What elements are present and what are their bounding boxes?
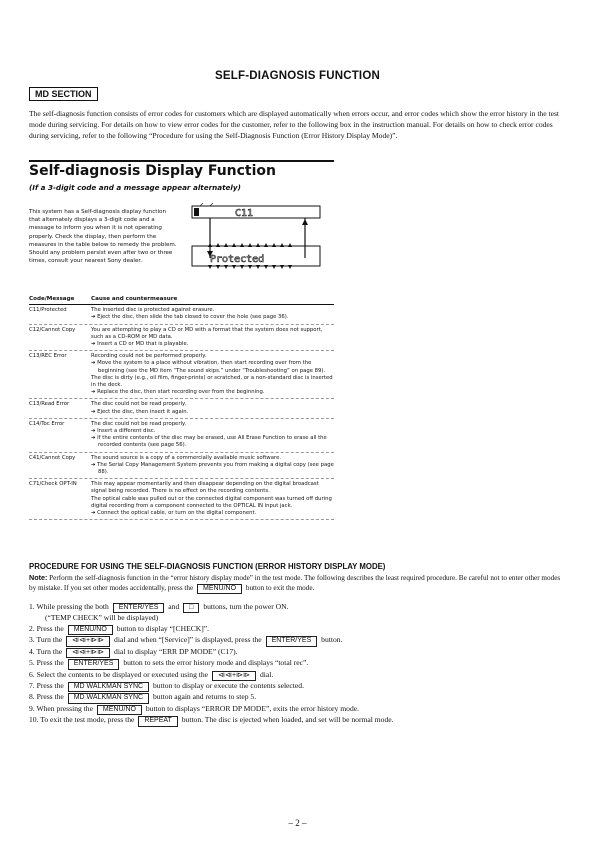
step-5: 5. Press the ENTER/YES button to sets the error history mode and displays “total rec”. [29, 658, 565, 669]
row-cause [91, 481, 334, 517]
stop-key: □ [183, 603, 199, 613]
table-row [29, 453, 334, 480]
step-9: 9. When pressing the MENU/NO button to displays “ERROR DP MODE”, exits the error history mode. [29, 704, 565, 715]
cause-line: The inserted disc is protected against erasure. [91, 307, 215, 314]
table-row [29, 479, 334, 520]
menu-no-key: MENU/NO [197, 584, 242, 594]
step-1: 1. While pressing the both ENTER/YES and □ buttons, turn the power ON. [29, 602, 565, 613]
row-cause [91, 307, 334, 321]
countermeasure-line: ➔ Move the system to a place without vibration, then start recording over from the beginning (see the MD item “The sound skips.” under “Troubleshooting” on page 89). [91, 360, 334, 374]
procedure-steps [29, 602, 565, 727]
row-code: C12/Cannot Copy [29, 326, 76, 333]
row-cause [91, 421, 334, 450]
countermeasure-line: ➔ Eject the disc, then insert it again. [91, 409, 334, 416]
cause-line: The disc is dirty (e.g., oil film, finger-prints) or scratched, or a non-standard disc is inserted in the deck. [91, 374, 333, 389]
header-code: Code/Message [29, 296, 75, 302]
countermeasure-line: ➔ Insert a different disc. [91, 428, 334, 435]
table-row [29, 399, 334, 418]
row-code: C71/Check OPT-IN [29, 481, 77, 488]
box-subheading: (If a 3-digit code and a message appear alternately) [29, 183, 241, 192]
countermeasure-line: ➔ Insert a CD or MD that is playable. [91, 341, 334, 348]
jog-dial-key: ⧏⧏+⧐⧐ [212, 671, 256, 681]
page-title: SELF-DIAGNOSIS FUNCTION [215, 70, 380, 82]
error-code-table [29, 296, 334, 520]
lcd-display-illustration [190, 203, 330, 283]
row-cause [91, 353, 334, 396]
menu-no-key: MENU/NO [68, 625, 113, 635]
step-6: 6. Select the contents to be displayed or executed using the ⧏⧏+⧐⧐ dial. [29, 670, 565, 681]
procedure-heading: PROCEDURE FOR USING THE SELF-DIAGNOSIS FUNCTION (ERROR HISTORY DISPLAY MODE) [29, 562, 386, 571]
cause-line: The optical cable was pulled out or the connected digital component was turned off during digital recording from a component connected to the OPTICAL IN input jack. [91, 495, 332, 509]
row-code: C14/Toc Error [29, 420, 65, 427]
table-row [29, 325, 334, 352]
note-text-b: button to exit the mode. [245, 584, 315, 592]
cause-line: This may appear momentarily and then disappear depending on the digital broadcast signal being recorded. There is no effect on the recording contents. [91, 481, 319, 495]
box-description: This system has a Self-diagnosis display function that alternately displays a 3-digit code and a message to inform you when it is not operating properly. Check the display, then perform the measures in the table below to remedy the problem. Should any problem persist even after two or three times, consult your nearest Sony dealer. [29, 209, 177, 265]
countermeasure-line: ➔ If the entire contents of the disc may be erased, use All Erase Function to erase all the recorded contents (see page 56). [91, 435, 334, 449]
lcd-message: Protected [210, 254, 265, 265]
step-7: 7. Press the MD WALKMAN SYNC button to display or execute the contents selected. [29, 681, 565, 692]
enter-yes-key: ENTER/YES [68, 659, 120, 669]
step-10: 10. To exit the test mode, press the REPEAT button. The disc is ejected when loaded, and set will be normal mode. [29, 715, 565, 726]
repeat-key: REPEAT [138, 716, 178, 726]
jog-dial-key: ⧏⧏+⧐⧐ [66, 636, 110, 646]
countermeasure-line: ➔ Connect the optical cable, or turn on the digital component. [91, 510, 334, 517]
intro-paragraph: The self-diagnosis function consists of error codes for customers which are displayed automatically when errors occur, and error codes which show the error history in the test mode during servicing. For details on how to view error codes for the customer, refer to the following box in the instruction manual. For details on how to check error codes during servicing, refer to the following “Procedure for using the Self-Diagnosis Function (Error History Display Mode)”. [29, 109, 560, 140]
procedure-note [29, 573, 565, 594]
step-1-note: (“TEMP CHECK” will be displayed) [45, 613, 159, 623]
lcd-code: C11 [235, 208, 254, 219]
row-cause [91, 327, 334, 349]
countermeasure-line: ➔ Replace the disc, then start recording over from the beginning. [91, 389, 334, 396]
row-cause [91, 455, 334, 477]
cause-line: You are attempting to play a CD or MD with a format that the system does not support, such as a CD-ROM or MD data. [91, 326, 323, 340]
step-8: 8. Press the MD WALKMAN SYNC button again and returns to step 5. [29, 692, 565, 703]
row-code: C13/REC Error [29, 353, 67, 360]
header-cause: Cause and countermeasure [91, 296, 178, 302]
table-header [29, 296, 334, 305]
row-code: C11/Protected [29, 307, 67, 314]
note-label: Note: [29, 573, 48, 582]
menu-no-key: MENU/NO [97, 705, 142, 715]
note-text-a: Perform the self-diagnosis function in the “error history display mode” in the test mode. The following describes the least required procedure. Be careful not to enter other modes by mistake. If you set other modes accidentally, press the [29, 574, 561, 592]
cause-line: The disc could not be read properly. [91, 420, 187, 427]
row-code: C41/Cannot Copy [29, 454, 76, 461]
cause-line: The sound source is a copy of a commercially available music software. [91, 454, 282, 461]
box-heading: Self-diagnosis Display Function [29, 163, 277, 179]
countermeasure-line: ➔ The Serial Copy Management System prevents you from making a digital copy (see page 88). [91, 462, 334, 476]
section-label: MD SECTION [29, 87, 98, 101]
enter-yes-key: ENTER/YES [266, 636, 318, 646]
box-top-rule [29, 160, 334, 162]
cause-line: The disc could not be read properly. [91, 401, 187, 408]
cause-line: Recording could not be performed properly. [91, 353, 207, 360]
page-number: – 2 – [288, 818, 307, 828]
countermeasure-line: ➔ Eject the disc, then slide the tab closed to cover the hole (see page 36). [91, 314, 334, 321]
enter-yes-key: ENTER/YES [113, 603, 165, 613]
md-walkman-sync-key: MD WALKMAN SYNC [68, 682, 149, 692]
md-walkman-sync-key: MD WALKMAN SYNC [68, 693, 149, 703]
step-3: 3. Turn the ⧏⧏+⧐⧐ dial and when “[Service]” is displayed, press the ENTER/YES button. [29, 635, 565, 646]
step-4: 4. Turn the ⧏⧏+⧐⧐ dial to display “ERR DP MODE” (C17). [29, 647, 565, 658]
step-2: 2. Press the MENU/NO button to display “[CHECK]”. [29, 624, 565, 635]
table-row [29, 419, 334, 453]
row-cause [91, 401, 334, 415]
table-row [29, 351, 334, 399]
jog-dial-key: ⧏⧏+⧐⧐ [66, 648, 110, 658]
row-code: C13/Read Error [29, 401, 70, 408]
table-row [29, 305, 334, 324]
